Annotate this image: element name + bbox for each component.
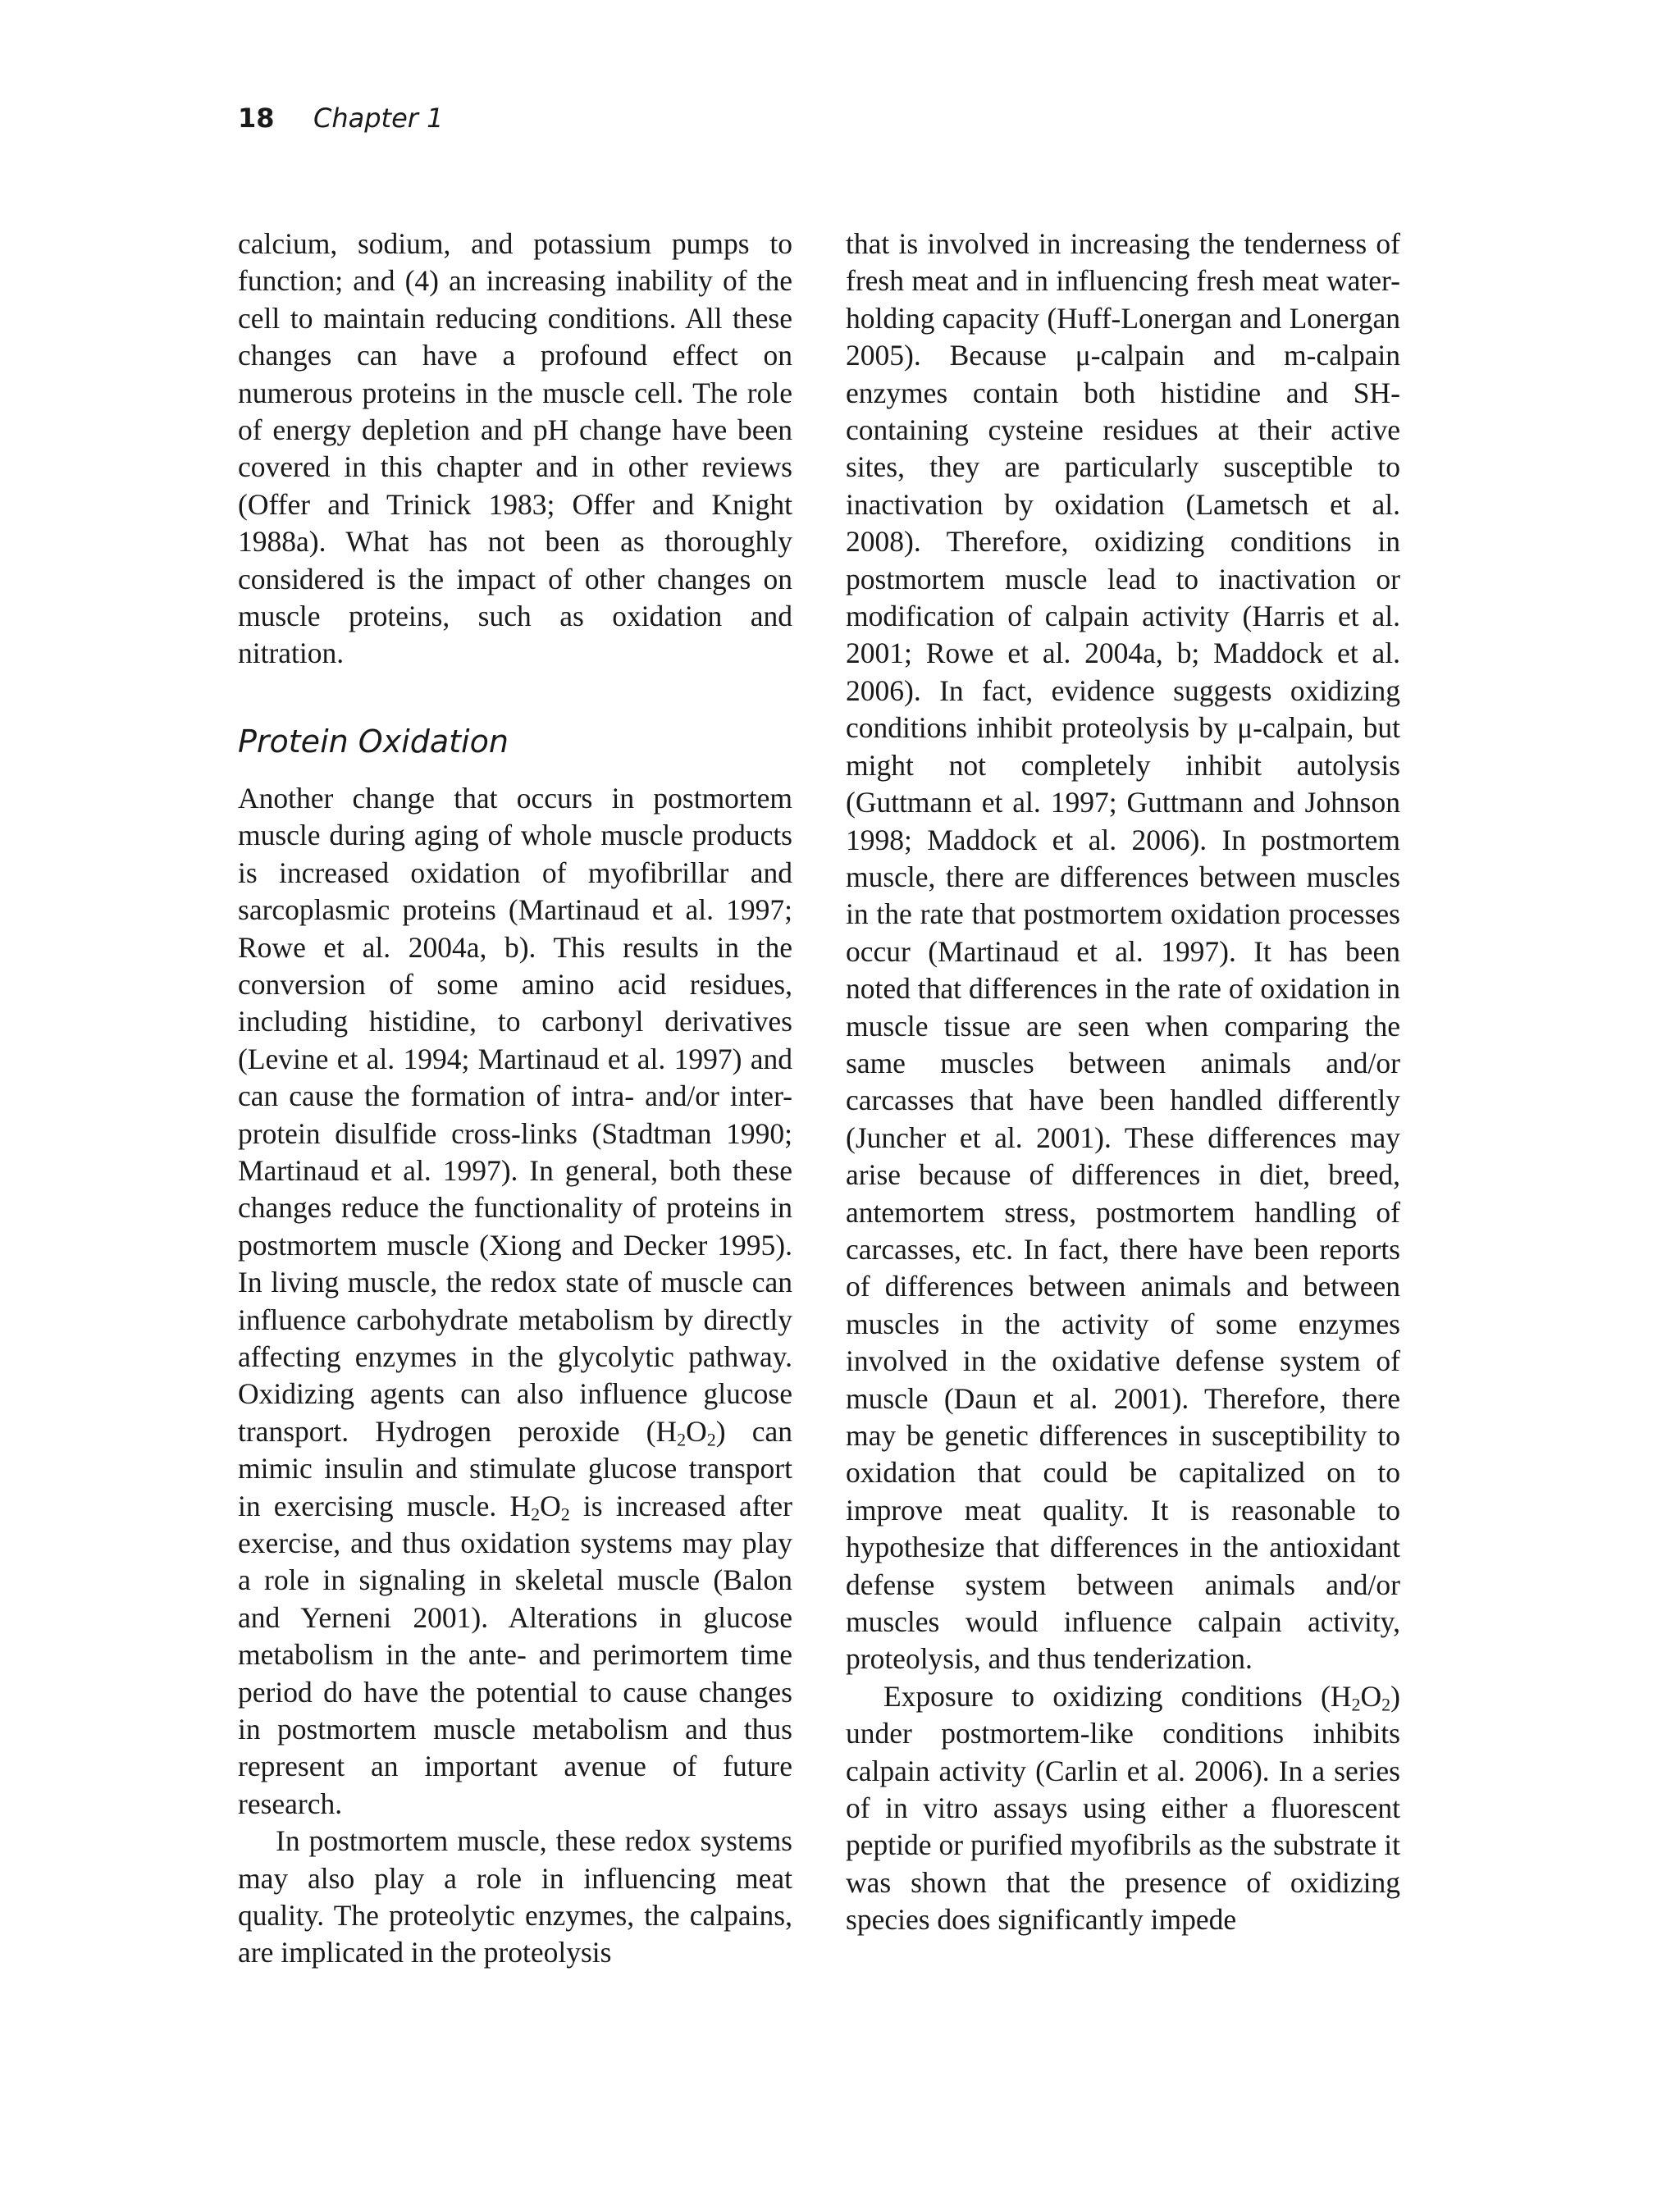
h2o2-formula: $H_2O_2$ xyxy=(509,1489,570,1525)
page-number: 18 xyxy=(238,103,275,134)
section-heading: Protein Oxidation xyxy=(238,723,509,760)
h2o2-formula: $H_2O_2$ xyxy=(1330,1679,1391,1715)
text-run: is increased after exercise, and thus oxidation systems may play a role in signaling in skeletal muscle (Balon and Yerneni 2001). Alterations in glucose metabolism in the ante- and perimortem time period do have the potential to cause changes in postmortem muscle metabolism and thus represent an important avenue of future research. xyxy=(238,1489,792,1820)
body-paragraph: In postmortem muscle, these redox systems may also play a role in influencing meat quality. The proteolytic enzymes, the calpains, are implicated in the proteolysis xyxy=(238,1824,792,1969)
right-column xyxy=(846,226,1400,1939)
body-paragraph xyxy=(846,1678,1400,1939)
body-paragraph: calcium, sodium, and potassium pumps to function; and (4) an increasing inability of the cell to maintain reducing conditions. All these changes can have a profound effect on numerous proteins in the muscle cell. The role of energy depletion and pH change have been covered in this chapter and in other reviews (Offer and Trinick 1983; Offer and Knight 1988a). What has not been as thoroughly considered is the impact of other changes on muscle proteins, such as oxidation and nitration. xyxy=(238,227,792,670)
running-head xyxy=(238,103,443,134)
left-column xyxy=(238,226,792,1972)
chapter-label: Chapter 1 xyxy=(313,103,444,134)
h2o2-formula: $H_2O_2$ xyxy=(655,1414,716,1450)
body-paragraph xyxy=(238,780,792,1823)
text-run: ) under postmortem-like conditions inhibits calpain activity (Carlin et al. 2006). In a series of in vitro assays using either a fluorescent peptide or purified myofibrils as the substrate it was shown that the presence of oxidizing species does significantly impede xyxy=(846,1679,1400,1937)
text-run: Another change that occurs in postmortem muscle during aging of whole muscle products is increased oxidation of myofibrillar and sarcoplasmic proteins (Martinaud et al. 1997; Rowe et al. 2004a, b). This results in the conversion of some amino acid residues, including histidine, to carbonyl derivatives (Levine et al. 1994; Martinaud et al. 1997) and can cause the formation of intra- and/or inter-protein disulfide cross-links (Stadtman 1990; Martinaud et al. 1997). In general, both these changes reduce the functionality of proteins in postmortem muscle (Xiong and Decker 1995). In living muscle, the redox state of muscle can influence carbohydrate metabolism by directly affecting enzymes in the glycolytic pathway. Oxidizing agents can also influence glucose transport. Hydrogen peroxide ( xyxy=(238,781,792,1448)
body-paragraph: that is involved in increasing the tenderness of fresh meat and in influencing fresh meat water-holding capacity (Huff-Lonergan and Lonergan 2005). Because μ-calpain and m-calpain enzymes contain both histidine and SH-containing cysteine residues at their active sites, they are particularly susceptible to inactivation by oxidation (Lametsch et al. 2008). Therefore, oxidizing conditions in postmortem muscle lead to inactivation or modification of calpain activity (Harris et al. 2001; Rowe et al. 2004a, b; Maddock et al. 2006). In fact, evidence suggests oxidizing conditions inhibit proteolysis by μ-calpain, but might not completely inhibit autolysis (Guttmann et al. 1997; Guttmann and Johnson 1998; Maddock et al. 2006). In postmortem muscle, there are differences between muscles in the rate that postmortem oxidation processes occur (Martinaud et al. 1997). It has been noted that differences in the rate of oxidation in muscle tissue are seen when comparing the same muscles between animals and/or carcasses that have been handled differently (Juncher et al. 2001). These differences may arise because of differences in diet, breed, antemortem stress, postmortem handling of carcasses, etc. In fact, there have been reports of differences between animals and between muscles in the activity of some enzymes involved in the oxidative defense system of muscle (Daun et al. 2001). Therefore, there may be genetic differences in susceptibility to oxidation that could be capitalized on to improve meat quality. It is reasonable to hypothesize that differences in the antioxidant defense system between animals and/or muscles would influence calpain activity, proteolysis, and thus tenderization. xyxy=(846,227,1400,1676)
text-run: ) can mimic insulin and stimulate glucose transport in exercising muscle. xyxy=(238,1414,792,1522)
text-run: Exposure to oxidizing conditions ( xyxy=(883,1679,1331,1713)
